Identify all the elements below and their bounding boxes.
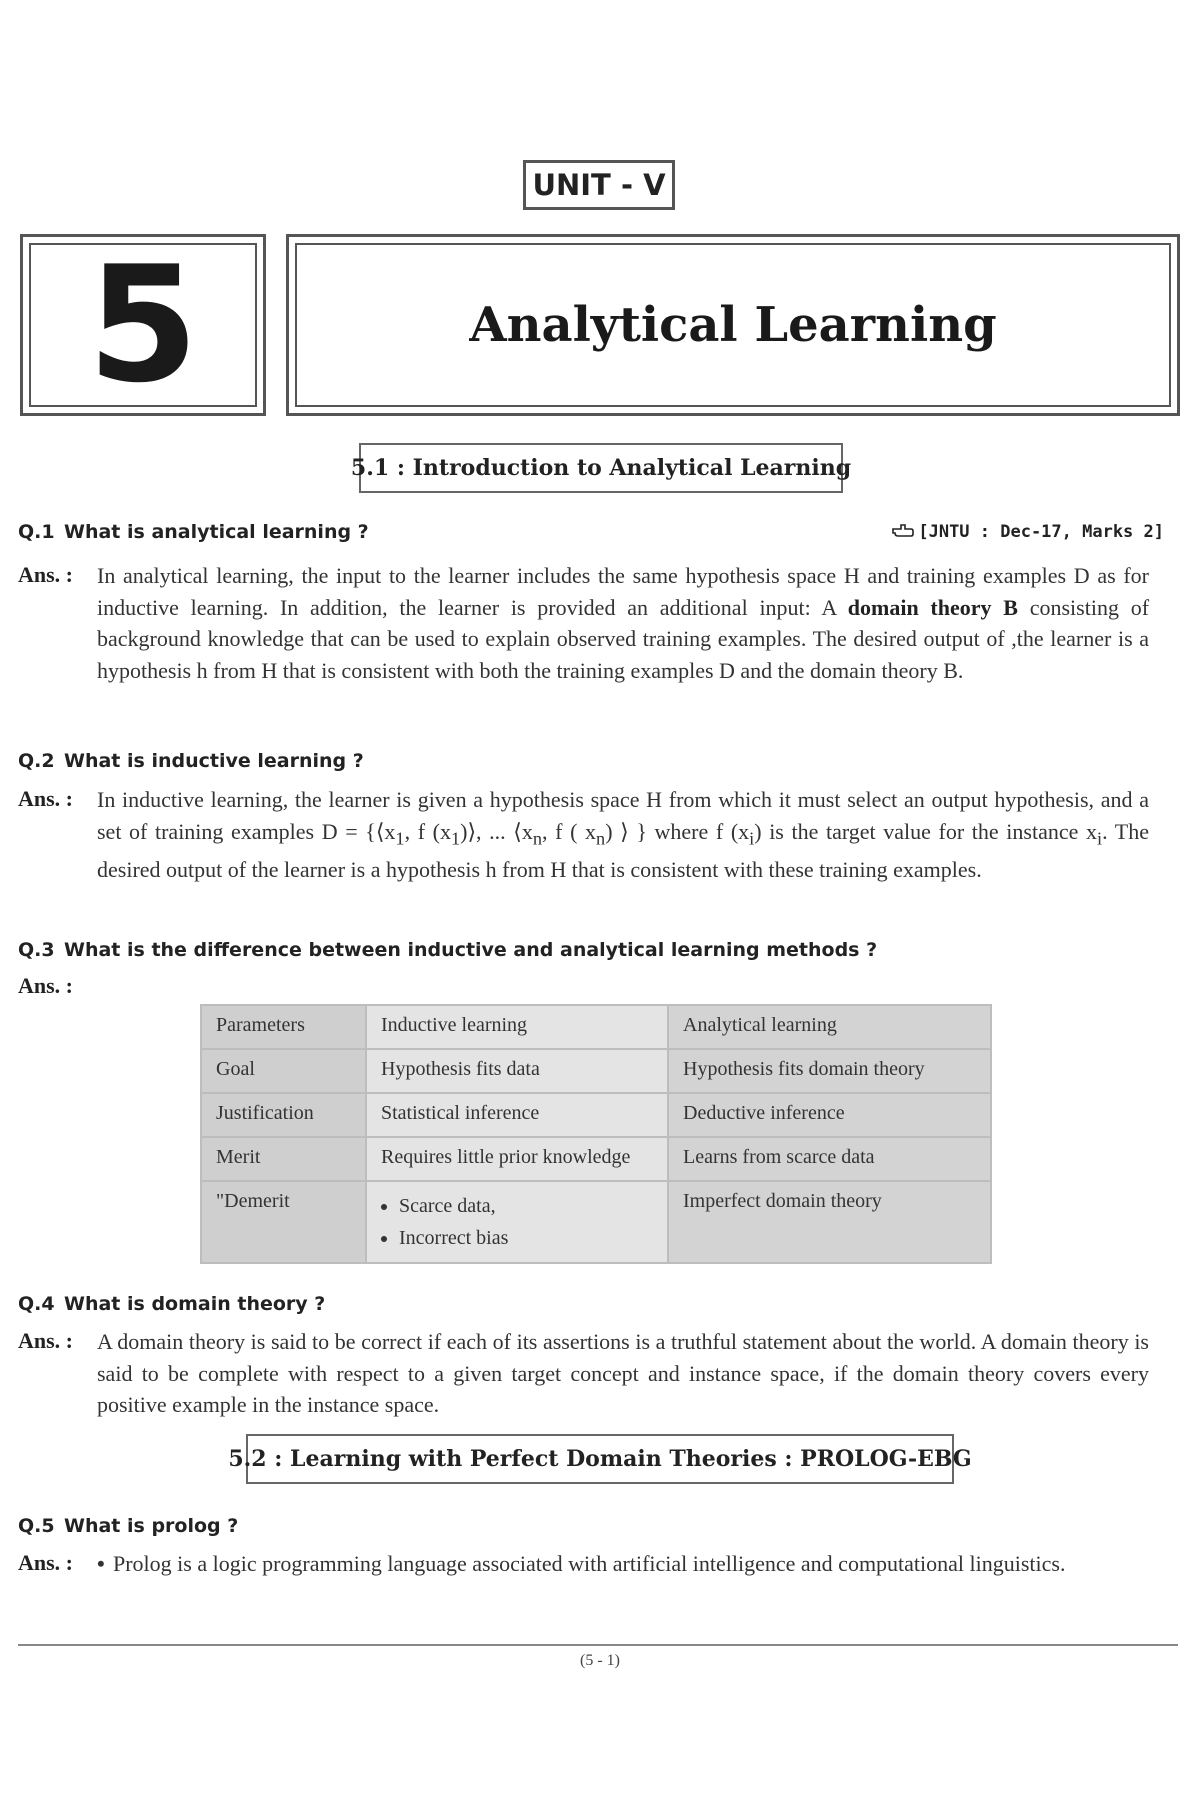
chapter-number-box — [20, 231, 266, 418]
table-row — [201, 1049, 991, 1093]
question-5 — [18, 1515, 238, 1537]
chapter-title: Analytical Learning — [295, 243, 1171, 407]
table-cell — [366, 1181, 668, 1263]
question-text: What is prolog ? — [64, 1515, 239, 1537]
question-number: Q.1 — [18, 521, 55, 543]
table-cell: Hypothesis fits domain theory — [668, 1049, 991, 1093]
table-header-row — [201, 1005, 991, 1049]
list-item: • Incorrect bias — [399, 1222, 653, 1254]
table-cell: Imperfect domain theory — [668, 1181, 991, 1263]
exam-reference-text: [JNTU : Dec-17, Marks 2] — [918, 522, 1164, 542]
answer-1-text: In analytical learning, the input to the learner includes the same hypothesis space H and training examples D as for inductive learning. In addition, the learner is provided an additional input: A domain theory B consisting of background knowledge that can be used to explain observed training examples. The desired output of ,the learner is a hypothesis h from H that is consistent with both the training examples D and the domain theory B. — [97, 563, 1150, 683]
table-row-demerit — [201, 1181, 991, 1263]
question-number: Q.4 — [18, 1293, 55, 1315]
question-3 — [18, 939, 877, 961]
answer-5-bullet: • Prolog is a logic programming language associated with artificial intelligence and computational linguistics. — [97, 1547, 1149, 1580]
table-cell: Goal — [201, 1049, 366, 1093]
table-cell: Learns from scarce data — [668, 1137, 991, 1181]
question-number: Q.2 — [18, 750, 55, 772]
answer-label: Ans. : — [18, 1550, 74, 1575]
table-header-cell: Analytical learning — [668, 1005, 991, 1049]
hand-pointer-icon — [892, 522, 914, 542]
question-number: Q.3 — [18, 939, 55, 961]
question-number: Q.5 — [18, 1515, 55, 1537]
answer-4-text: A domain theory is said to be correct if each of its assertions is a truthful statement about the world. A domain theory is said to be complete with respect to a given target concept and instance space, if the domain theory covers every positive example in the instance space. — [97, 1329, 1149, 1417]
question-1 — [18, 521, 369, 543]
section-heading-5-2: 5.2 : Learning with Perfect Domain Theories : PROLOG-EBG — [246, 1434, 954, 1484]
answer-label: Ans. : — [18, 562, 74, 587]
table-cell: Hypothesis fits data — [366, 1049, 668, 1093]
table-header-cell: Parameters — [201, 1005, 366, 1049]
question-4 — [18, 1293, 325, 1315]
table-row — [201, 1093, 991, 1137]
comparison-table — [200, 1004, 992, 1264]
table-cell: Deductive inference — [668, 1093, 991, 1137]
question-text: What is domain theory ? — [64, 1293, 326, 1315]
question-text: What is the difference between inductive and analytical learning methods ? — [64, 939, 878, 961]
table-cell: Justification — [201, 1093, 366, 1137]
list-item: • Scarce data, — [399, 1190, 653, 1222]
domain-theory-term: domain theory B — [847, 594, 1018, 620]
page-number: (5 - 1) — [580, 1652, 620, 1669]
table-cell: Merit — [201, 1137, 366, 1181]
table-cell: "Demerit — [201, 1181, 366, 1263]
table-row — [201, 1137, 991, 1181]
footer-divider — [18, 1644, 1178, 1646]
demerit-bullet-list — [381, 1190, 653, 1254]
answer-label: Ans. : — [18, 973, 74, 998]
question-text: What is analytical learning ? — [64, 521, 369, 543]
answer-label: Ans. : — [18, 1328, 74, 1353]
table-header-cell: Inductive learning — [366, 1005, 668, 1049]
answer-2-text: In inductive learning, the learner is given a hypothesis space H from which it must select an output hypothesis, and a set of training examples $D = \{⟨x_1$, f $(x_1)⟩$, ... $⟨x_n$, f ( $x_n$) ⟩ } where f $(x_i)$ is the target value for the instance $x_i$. The desired output of the learner is a hypothesis h from H that is consistent with these training examples. — [97, 787, 1149, 883]
chapter-number: 5 — [29, 243, 257, 407]
section-heading-5-1: 5.1 : Introduction to Analytical Learning — [359, 443, 843, 493]
exam-reference — [892, 522, 1164, 542]
question-text: What is inductive learning ? — [64, 750, 364, 772]
table-cell: Requires little prior knowledge — [366, 1137, 668, 1181]
table-cell: Statistical inference — [366, 1093, 668, 1137]
unit-label: UNIT - V — [523, 160, 675, 210]
bullet-icon: • — [97, 1551, 105, 1576]
chapter-title-box — [286, 234, 1180, 416]
answer-label: Ans. : — [18, 786, 74, 811]
question-2 — [18, 750, 364, 772]
